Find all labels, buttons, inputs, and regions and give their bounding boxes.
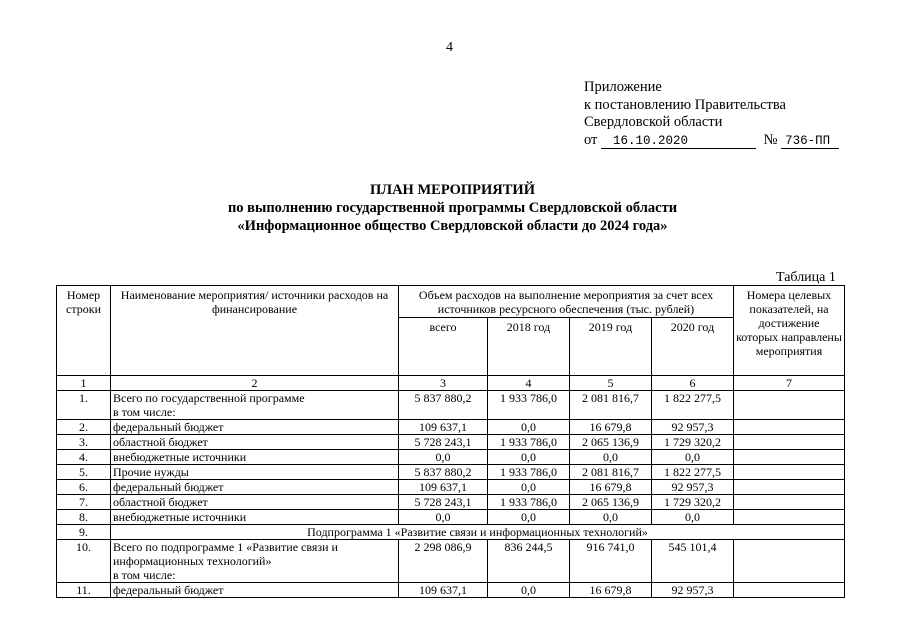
date-prefix: от xyxy=(584,131,598,148)
column-number-row xyxy=(57,376,845,391)
document-title xyxy=(0,181,905,235)
value-targets xyxy=(734,480,845,495)
table-row xyxy=(57,435,845,450)
header-2020: 2020 год xyxy=(652,318,734,376)
value-total: 109 637,1 xyxy=(399,583,488,598)
value-2020: 545 101,4 xyxy=(652,540,734,583)
value-total: 2 298 086,9 xyxy=(399,540,488,583)
table-row xyxy=(57,480,845,495)
row-name xyxy=(111,583,399,598)
value-2020: 92 957,3 xyxy=(652,480,734,495)
table-row xyxy=(57,510,845,525)
row-name xyxy=(111,435,399,450)
value-total: 5 837 880,2 xyxy=(399,465,488,480)
header-2019: 2019 год xyxy=(570,318,652,376)
value-2019: 2 081 816,7 xyxy=(570,391,652,420)
table-row xyxy=(57,450,845,465)
title-line-1: ПЛАН МЕРОПРИЯТИЙ xyxy=(370,182,535,198)
row-name xyxy=(111,391,399,420)
row-number: 6. xyxy=(57,480,111,495)
table-row xyxy=(57,540,845,583)
row-name xyxy=(111,450,399,465)
value-targets xyxy=(734,465,845,480)
value-2019: 0,0 xyxy=(570,450,652,465)
value-total: 0,0 xyxy=(399,450,488,465)
row-name-subtext: в том числе: xyxy=(113,405,176,419)
row-number: 1. xyxy=(57,391,111,420)
row-name-subtext: в том числе: xyxy=(113,568,176,582)
row-name xyxy=(111,420,399,435)
row-number: 5. xyxy=(57,465,111,480)
row-number: 3. xyxy=(57,435,111,450)
value-total: 5 837 880,2 xyxy=(399,391,488,420)
appendix-line-3: Свердловской области xyxy=(584,114,723,130)
value-2019: 0,0 xyxy=(570,510,652,525)
column-number: 6 xyxy=(652,376,734,391)
page-number: 4 xyxy=(446,40,453,55)
row-number: 7. xyxy=(57,495,111,510)
value-total: 109 637,1 xyxy=(399,480,488,495)
row-name-text: федеральный бюджет xyxy=(113,583,224,597)
decree-number: 736-ПП xyxy=(781,134,839,149)
column-number: 7 xyxy=(734,376,845,391)
row-name-text: федеральный бюджет xyxy=(113,420,224,434)
value-2020: 0,0 xyxy=(652,510,734,525)
row-name-text: Прочие нужды xyxy=(113,465,189,479)
row-name-text: внебюджетные источники xyxy=(113,450,247,464)
value-2018: 1 933 786,0 xyxy=(488,391,570,420)
value-2018: 0,0 xyxy=(488,480,570,495)
row-name-text: Всего по подпрограмме 1 «Развитие связи и информационных технологий» xyxy=(113,540,338,568)
value-2019: 2 065 136,9 xyxy=(570,495,652,510)
value-2018: 0,0 xyxy=(488,583,570,598)
column-number: 3 xyxy=(399,376,488,391)
title-line-2: по выполнению государственной программы Свердловской области xyxy=(227,200,678,216)
value-targets xyxy=(734,391,845,420)
value-total: 5 728 243,1 xyxy=(399,495,488,510)
row-name xyxy=(111,540,399,583)
row-name-text: внебюджетные источники xyxy=(113,510,247,524)
row-number: 11. xyxy=(57,583,111,598)
value-2020: 0,0 xyxy=(652,450,734,465)
row-name-text: областной бюджет xyxy=(113,495,208,509)
header-volume: Объем расходов на выполнение мероприятия за счет всех источников ресурсного обеспечения (тыс. рублей) xyxy=(399,286,734,318)
decree-date: 16.10.2020 xyxy=(601,134,756,149)
number-prefix: № xyxy=(763,131,778,148)
value-targets xyxy=(734,495,845,510)
table-row xyxy=(57,420,845,435)
value-2018: 0,0 xyxy=(488,510,570,525)
row-name-text: федеральный бюджет xyxy=(113,480,224,494)
appendix-date-line xyxy=(584,132,839,150)
appendix-block xyxy=(584,79,839,149)
row-number: 4. xyxy=(57,450,111,465)
subprogram-title: Подпрограмма 1 «Развитие связи и информационных технологий» xyxy=(111,525,845,540)
column-number: 4 xyxy=(488,376,570,391)
header-name: Наименование мероприятия/ источники расходов на финансирование xyxy=(111,286,399,376)
table-row xyxy=(57,583,845,598)
value-2019: 16 679,8 xyxy=(570,480,652,495)
value-2020: 1 822 277,5 xyxy=(652,391,734,420)
value-targets xyxy=(734,450,845,465)
column-number: 5 xyxy=(570,376,652,391)
value-targets xyxy=(734,420,845,435)
plan-table xyxy=(56,285,845,598)
header-row-1 xyxy=(57,286,845,318)
value-2018: 1 933 786,0 xyxy=(488,495,570,510)
header-row-number: Номер строки xyxy=(57,286,111,376)
column-number: 1 xyxy=(57,376,111,391)
row-number: 8. xyxy=(57,510,111,525)
value-2019: 16 679,8 xyxy=(570,420,652,435)
value-2020: 1 729 320,2 xyxy=(652,435,734,450)
value-2019: 916 741,0 xyxy=(570,540,652,583)
value-total: 0,0 xyxy=(399,510,488,525)
value-2019: 2 065 136,9 xyxy=(570,435,652,450)
row-name-text: областной бюджет xyxy=(113,435,208,449)
value-2020: 1 729 320,2 xyxy=(652,495,734,510)
value-targets xyxy=(734,510,845,525)
value-2018: 1 933 786,0 xyxy=(488,435,570,450)
row-name xyxy=(111,495,399,510)
header-targets: Номера целевых показателей, на достижение которых направлены мероприятия xyxy=(734,286,845,376)
table-label: Таблица 1 xyxy=(776,270,836,285)
value-2020: 92 957,3 xyxy=(652,583,734,598)
row-name xyxy=(111,480,399,495)
row-number: 10. xyxy=(57,540,111,583)
table-row xyxy=(57,495,845,510)
value-2018: 0,0 xyxy=(488,450,570,465)
value-targets xyxy=(734,540,845,583)
appendix-line-2: к постановлению Правительства xyxy=(584,96,786,113)
value-2019: 2 081 816,7 xyxy=(570,465,652,480)
table-row xyxy=(57,391,845,420)
row-name-text: Всего по государственной программе xyxy=(113,391,305,405)
value-2019: 16 679,8 xyxy=(570,583,652,598)
value-targets xyxy=(734,435,845,450)
value-2020: 92 957,3 xyxy=(652,420,734,435)
row-number: 9. xyxy=(57,525,111,540)
value-total: 5 728 243,1 xyxy=(399,435,488,450)
appendix-line-1: Приложение xyxy=(584,79,662,95)
value-total: 109 637,1 xyxy=(399,420,488,435)
subprogram-row xyxy=(57,525,845,540)
header-2018: 2018 год xyxy=(488,318,570,376)
row-number: 2. xyxy=(57,420,111,435)
value-2020: 1 822 277,5 xyxy=(652,465,734,480)
table-row xyxy=(57,465,845,480)
value-2018: 836 244,5 xyxy=(488,540,570,583)
title-line-3: «Информационное общество Свердловской области до 2024 года» xyxy=(237,218,668,234)
value-2018: 1 933 786,0 xyxy=(488,465,570,480)
value-2018: 0,0 xyxy=(488,420,570,435)
column-number: 2 xyxy=(111,376,399,391)
value-targets xyxy=(734,583,845,598)
header-total: всего xyxy=(399,318,488,376)
row-name xyxy=(111,465,399,480)
row-name xyxy=(111,510,399,525)
